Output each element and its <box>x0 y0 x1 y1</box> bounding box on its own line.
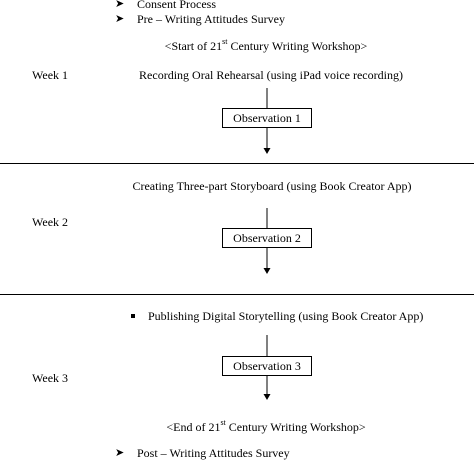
week-1-label: Week 1 <box>32 68 69 82</box>
arrow-head-week1 <box>264 148 271 154</box>
arrow-bullet-icon: ➤ <box>115 13 125 25</box>
week-3-activity: Publishing Digital Storytelling (using Book Creator App) <box>148 309 424 323</box>
week-2-label: Week 2 <box>32 215 69 229</box>
observation-3-box: Observation 3 <box>222 356 312 376</box>
observation-1-box: Observation 1 <box>222 108 312 128</box>
week-1-activity: Recording Oral Rehearsal (using iPad voice recording) <box>139 68 403 82</box>
arrow-bullet-icon: ➤ <box>115 447 125 459</box>
post-step-survey: Post – Writing Attitudes Survey <box>137 446 290 460</box>
week-2-activity: Creating Three-part Storyboard (using Book Creator App) <box>132 179 412 193</box>
arrow-head-week3 <box>264 394 271 400</box>
arrow-bullet-icon: ➤ <box>115 0 125 10</box>
pre-step-survey: Pre – Writing Attitudes Survey <box>137 12 285 26</box>
workshop-start-label: <Start of 21st Century Writing Workshop> <box>164 37 368 53</box>
arrow-head-week2 <box>264 268 271 274</box>
pre-step-consent: Consent Process <box>137 0 216 11</box>
week-3-label: Week 3 <box>32 371 69 385</box>
observation-2-box: Observation 2 <box>222 228 312 248</box>
workshop-end-label: <End of 21st Century Writing Workshop> <box>166 418 366 434</box>
